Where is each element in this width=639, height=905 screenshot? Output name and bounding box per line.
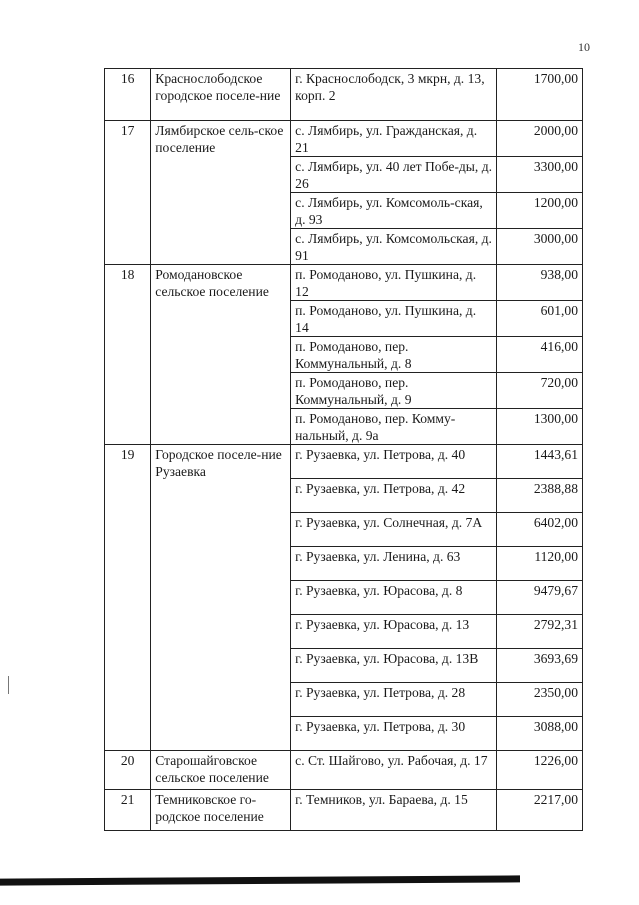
amount-cell: 2000,00 — [497, 121, 583, 157]
settlement-name-cell: Краснослободское городское поселе-ние — [151, 69, 291, 121]
amount-cell: 1300,00 — [497, 409, 583, 445]
settlement-name-cell: Ромодановское сельское поселение — [151, 265, 291, 445]
address-cell: г. Темников, ул. Бараева, д. 15 — [291, 790, 497, 831]
amount-cell: 1226,00 — [497, 751, 583, 790]
row-number-cell: 17 — [105, 121, 151, 265]
table-row — [105, 445, 583, 479]
address-cell: г. Рузаевка, ул. Юрасова, д. 13 — [291, 615, 497, 649]
table-body — [105, 69, 583, 831]
address-cell: г. Рузаевка, ул. Ленина, д. 63 — [291, 547, 497, 581]
amount-cell: 2350,00 — [497, 683, 583, 717]
address-cell: п. Ромоданово, пер. Комму-нальный, д. 9а — [291, 409, 497, 445]
row-number-cell: 21 — [105, 790, 151, 831]
table-row — [105, 265, 583, 301]
amount-cell: 6402,00 — [497, 513, 583, 547]
amount-cell: 416,00 — [497, 337, 583, 373]
table-row — [105, 751, 583, 790]
address-cell: с. Лямбирь, ул. Комсомоль-ская, д. 93 — [291, 193, 497, 229]
amount-cell: 9479,67 — [497, 581, 583, 615]
amount-cell: 601,00 — [497, 301, 583, 337]
address-cell: п. Ромоданово, пер. Коммунальный, д. 9 — [291, 373, 497, 409]
address-cell: г. Рузаевка, ул. Юрасова, д. 8 — [291, 581, 497, 615]
amount-cell: 3693,69 — [497, 649, 583, 683]
amount-cell: 1120,00 — [497, 547, 583, 581]
address-cell: г. Рузаевка, ул. Петрова, д. 30 — [291, 717, 497, 751]
amount-cell: 938,00 — [497, 265, 583, 301]
page-number: 10 — [578, 40, 590, 54]
amount-cell: 1443,61 — [497, 445, 583, 479]
row-number-cell: 18 — [105, 265, 151, 445]
address-cell: п. Ромоданово, ул. Пушкина, д. 12 — [291, 265, 497, 301]
table-row — [105, 121, 583, 157]
address-cell: г. Рузаевка, ул. Петрова, д. 28 — [291, 683, 497, 717]
amount-cell: 2217,00 — [497, 790, 583, 831]
row-number-cell: 20 — [105, 751, 151, 790]
bottom-scan-bar — [0, 875, 520, 885]
margin-mark — [8, 676, 9, 694]
amount-cell: 2388,88 — [497, 479, 583, 513]
address-cell: г. Рузаевка, ул. Солнечная, д. 7А — [291, 513, 497, 547]
table-row — [105, 69, 583, 121]
address-cell: с. Лямбирь, ул. Гражданская, д. 21 — [291, 121, 497, 157]
address-cell: г. Рузаевка, ул. Петрова, д. 42 — [291, 479, 497, 513]
address-cell: г. Рузаевка, ул. Юрасова, д. 13В — [291, 649, 497, 683]
amount-cell: 3300,00 — [497, 157, 583, 193]
address-cell: г. Краснослободск, 3 мкрн, д. 13, корп. 2 — [291, 69, 497, 121]
amount-cell: 3000,00 — [497, 229, 583, 265]
address-cell: г. Рузаевка, ул. Петрова, д. 40 — [291, 445, 497, 479]
address-cell: п. Ромоданово, ул. Пушкина, д. 14 — [291, 301, 497, 337]
address-cell: с. Лямбирь, ул. Комсомольская, д. 91 — [291, 229, 497, 265]
amount-cell: 720,00 — [497, 373, 583, 409]
amount-cell: 1200,00 — [497, 193, 583, 229]
row-number-cell: 19 — [105, 445, 151, 751]
amount-cell: 3088,00 — [497, 717, 583, 751]
settlement-name-cell: Старошайговское сельское поселение — [151, 751, 291, 790]
settlement-name-cell: Лямбирское сель-ское поселение — [151, 121, 291, 265]
amount-cell: 1700,00 — [497, 69, 583, 121]
address-cell: п. Ромоданово, пер. Коммунальный, д. 8 — [291, 337, 497, 373]
settlement-name-cell: Темниковское го-родское поселение — [151, 790, 291, 831]
settlement-name-cell: Городское поселе-ние Рузаевка — [151, 445, 291, 751]
address-cell: с. Лямбирь, ул. 40 лет Побе-ды, д. 26 — [291, 157, 497, 193]
table-row — [105, 790, 583, 831]
amount-cell: 2792,31 — [497, 615, 583, 649]
address-amount-table — [104, 68, 583, 831]
row-number-cell: 16 — [105, 69, 151, 121]
address-cell: с. Ст. Шайгово, ул. Рабочая, д. 17 — [291, 751, 497, 790]
